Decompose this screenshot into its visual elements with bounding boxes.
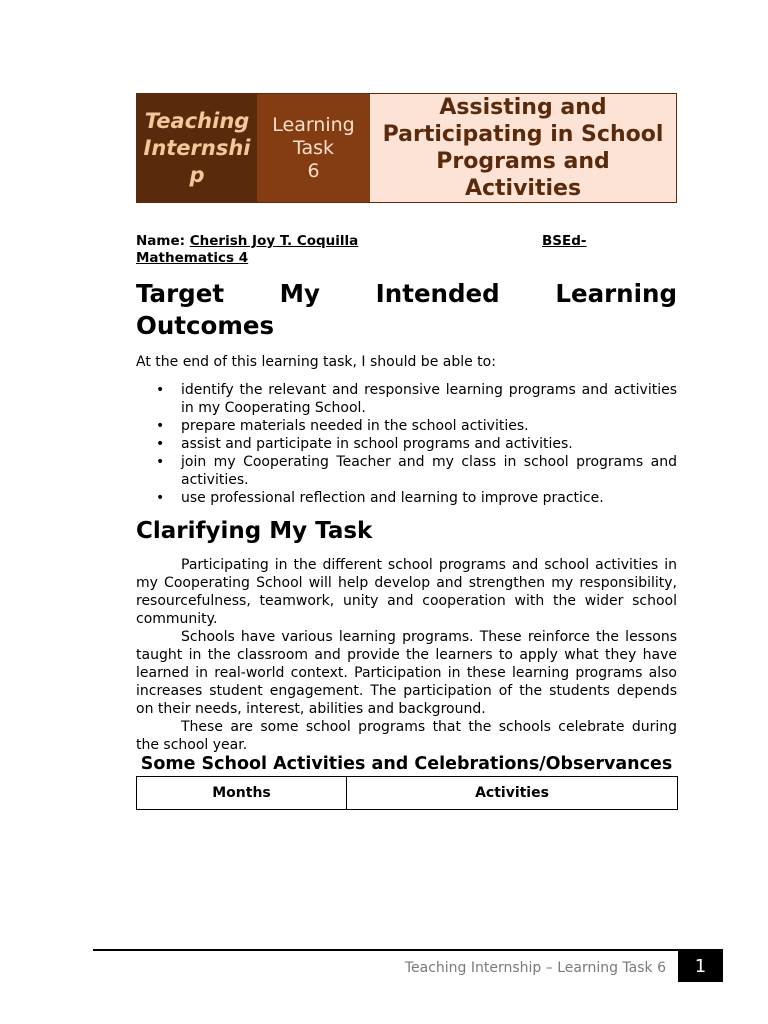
program-part1: BSEd- (542, 233, 587, 249)
list-item: • assist and participate in school programs and activities. (156, 436, 573, 452)
table-header-row (137, 777, 678, 810)
footer-divider (93, 949, 723, 951)
student-info (136, 233, 677, 267)
program-part2: Mathematics 4 (136, 250, 249, 266)
outcomes-intro: At the end of this learning task, I should be able to: (136, 354, 496, 370)
list-item: • use professional reflection and learning to improve practice. (156, 490, 604, 506)
header-months: Months (137, 777, 347, 810)
footer-text: Teaching Internship – Learning Task 6 (404, 960, 666, 976)
activities-table (136, 776, 678, 810)
page-number: 1 (678, 951, 723, 982)
banner-title: Assisting and Participating in School Programs and Activities (370, 94, 676, 202)
header-activities: Activities (347, 777, 678, 810)
bullet-icon: • (156, 454, 165, 470)
banner-task-number: Learning Task 6 (257, 94, 370, 202)
clarify-body (136, 556, 677, 754)
outcomes-heading: Target My Intended Learning Outcomes (136, 279, 677, 340)
list-item: • join my Cooperating Teacher and my class in school programs and activities. (156, 454, 677, 488)
bullet-icon: • (156, 418, 165, 434)
bullet-icon: • (156, 382, 165, 398)
paragraph: Schools have various learning programs. These reinforce the lessons taught in the classroom and provide the learners to apply what they have learned in real-world context. Participation in these learning programs also increases student engagement. The participation of the students depends on their needs, interest, abilities and background. (136, 629, 677, 717)
student-name: Cherish Joy T. Coquilla (189, 233, 359, 249)
table-title: Some School Activities and Celebrations/Observances (140, 754, 673, 774)
list-item: • identify the relevant and responsive learning programs and activities in my Cooperating School. (156, 382, 677, 416)
bullet-icon: • (156, 436, 165, 452)
outcomes-list (136, 381, 677, 507)
task-banner (136, 93, 677, 203)
name-label: Name: (136, 233, 186, 249)
banner-course: Teaching Internship (137, 94, 257, 202)
bullet-icon: • (156, 490, 165, 506)
list-item: • prepare materials needed in the school activities. (156, 418, 529, 434)
paragraph: These are some school programs that the schools celebrate during the school year. (136, 719, 677, 753)
clarify-heading: Clarifying My Task (136, 518, 373, 544)
paragraph: Participating in the different school programs and school activities in my Cooperating School will help develop and strengthen my responsibility, resourcefulness, teamwork, unity and cooperation with the wider school community. (136, 557, 677, 627)
